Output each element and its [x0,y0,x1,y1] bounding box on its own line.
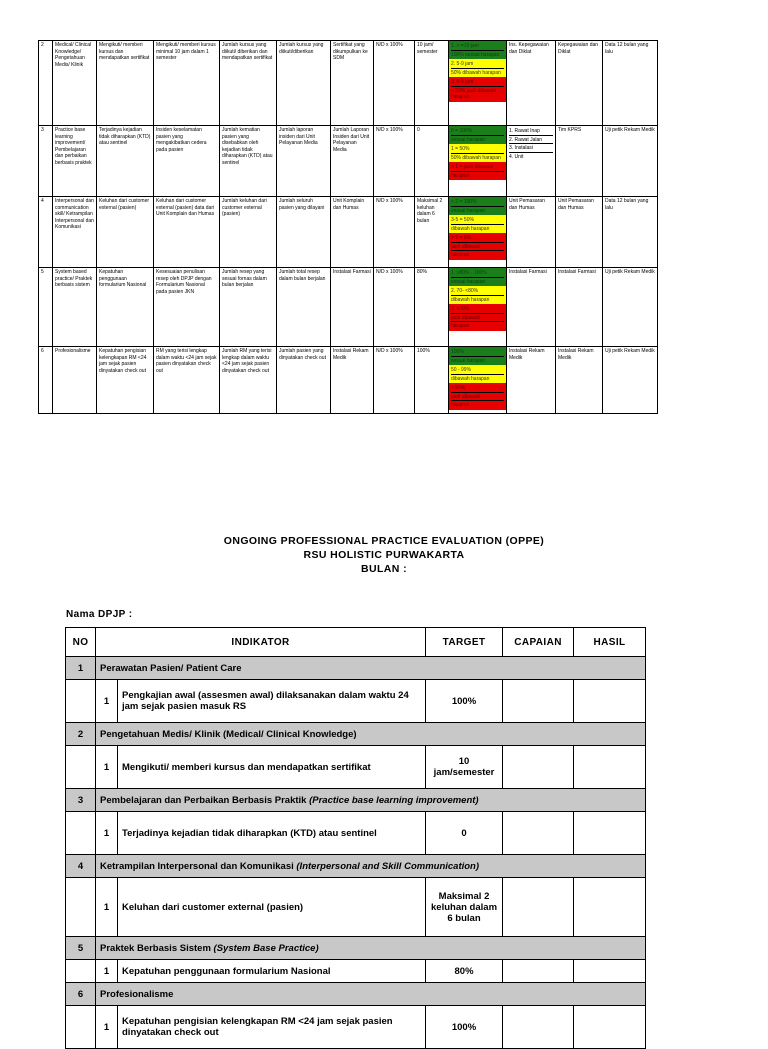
section-title [96,657,646,680]
indicator-blank [66,960,96,983]
detail-cell-pj: Tim KPRS [556,126,603,197]
detail-row [39,268,658,347]
indicator-target: 80% [426,960,503,983]
indicator-row [66,878,646,937]
detail-cell-target: 100% [415,347,449,414]
detail-cell-denominator: Jumlah pasien yang dinyatakan check out [277,347,331,414]
detail-cell-pj: Instalasi Farmasi [556,268,603,347]
level-green [449,41,506,59]
indicator-row [66,1006,646,1049]
section-row [66,657,646,680]
section-number: 1 [66,657,96,680]
header-target: TARGET [426,628,503,657]
indicator-capaian [503,1006,574,1049]
level-text: harapan [451,321,504,330]
detail-cell-numerator: Jumlah kursus yang diikuti/ diberikan dan mendapatkan sertifikat [220,41,277,126]
indicator-row [66,680,646,723]
indicator-target: 100% [426,680,503,723]
indicator-number: 1 [96,746,118,789]
section-row [66,855,646,878]
indicator-target: 100% [426,1006,503,1049]
indicator-number: 1 [96,812,118,855]
detail-cell-pj: Kepegawaian dan Diklat [556,41,603,126]
detail-cell-denominator: Jumlah kursus yang diikuti/diberikan [277,41,331,126]
detail-cell-no: 3 [39,126,53,197]
indicator-hasil [574,960,646,983]
unit-item: 1. Rawat Inap [509,128,540,134]
indicator-blank [66,680,96,723]
detail-cell-formula: N/D x 100% [374,41,415,126]
detail-cell-levels [449,41,507,126]
indicator-text: Kepatuhan pengisian kelengkapan RM <24 jam sejak pasien dinyatakan check out [118,1006,426,1049]
detail-cell-sumber: Instalasi Rekam Medik [331,347,374,414]
indicator-text: Mengikuti/ memberi kursus dan mendapatkan sertifikat [118,746,426,789]
level-text: 50 - 99% [451,367,472,373]
level-text: 2. 5-9 jam [451,61,474,67]
detail-cell-definisi: Keluhan dari customer external (pasien) [97,197,154,268]
indicator-blank [66,746,96,789]
level-yellow [449,286,506,304]
section-row [66,983,646,1006]
detail-row [39,197,658,268]
detail-cell-pj: Unit Pemasaran dan Humas [556,197,603,268]
level-text: 3. 0-5 jam [451,79,474,85]
detail-cell-target: Maksimal 2 keluhan dalam 6 bulan [415,197,449,268]
indicator-hasil [574,1006,646,1049]
level-text: 3-5 = 50% [451,217,474,223]
title-line-3: BULAN : [361,563,407,575]
level-text: < 50% [451,385,466,391]
detail-cell-target: 0 [415,126,449,197]
detail-cell-area: System based practice/ Praktek berbasis sistem [53,268,97,347]
level-text: > 5 = 0% [451,235,472,241]
section-title-text: Profesionalisme [100,988,174,1000]
section-title-english: (Interpersonal and Skill Communication) [296,860,480,872]
section-title-text: Pengetahuan Medis/ Klinik (Medical/ Clinical Knowledge) [100,728,357,740]
detail-cell-ket: Uji petik Rekam Medik [603,347,658,414]
indicator-capaian [503,878,574,937]
level-text: sesuai harapan [451,135,504,144]
detail-row [39,347,658,414]
section-title [96,937,646,960]
detail-cell-formula: N/D x 100% [374,268,415,347]
detail-cell-levels [449,347,507,414]
indicator-text: Keluhan dari customer external (pasien) [118,878,426,937]
level-text: 0 = 100% [451,128,473,134]
level-text: harapan [451,250,504,259]
indicator-row [66,746,646,789]
indicator-row [66,812,646,855]
header-hasil: HASIL [574,628,646,657]
indicator-number: 1 [96,1006,118,1049]
level-green [449,197,506,215]
level-text: 1 = 50% [451,146,470,152]
indicator-hasil [574,812,646,855]
detail-cell-formula: N/D x 100% [374,126,415,197]
detail-cell-denominator: Jumlah laporan insiden dari Unit Pelayanan Media [277,126,331,197]
detail-cell-definisi: Terjadinya kejadian tidak diharapkan (KTD) atau sentinel [97,126,154,197]
detail-cell-ket: Uji petik Rekam Medik [603,268,658,347]
detail-cell-indikator: Mengikuti/ memberi kursus minimal 10 jam dalam 1 semester [154,41,220,126]
detail-cell-denominator: Jumlah total resep dalam bulan berjalan [277,268,331,347]
detail-cell-indikator: Keluhan dari customer external (pasien) data dari Unit Komplain dan Humas [154,197,220,268]
detail-cell-unit: Instalasi Rekam Medik [507,347,556,414]
oppe-table [65,627,646,1049]
unit-item: 2. Rawat Jalan [509,135,553,144]
detail-cell-no: 2 [39,41,53,126]
level-text: 3. <70% [451,306,470,312]
detail-cell-formula: N/D x 100% [374,347,415,414]
level-yellow [449,144,506,162]
indicator-text: Terjadinya kejadian tidak diharapkan (KTD) atau sentinel [118,812,426,855]
indicator-target: 10 jam/semester [426,746,503,789]
indicator-number: 1 [96,960,118,983]
level-text: > 1 = jauh dibawah [451,164,494,170]
indicator-row [66,960,646,983]
level-red [449,77,506,102]
indicator-hasil [574,746,646,789]
detail-cell-ket: Data 12 bulan yang lalu [603,197,658,268]
title-line-2: RSU HOLISTIC PURWAKARTA [303,549,465,561]
level-text: dibawah harapan [451,374,504,383]
detail-cell-denominator: Jumlah seluruh pasien yang dilayani [277,197,331,268]
level-text: < 50% jauh dibawah harapan [451,86,504,101]
section-title [96,723,646,746]
detail-row [39,126,658,197]
unit-item: 3. Instalasi [509,143,553,152]
detail-cell-definisi: Mengikuti/ memberi kursus dan mendapatkan sertifikat [97,41,154,126]
section-title [96,789,646,812]
level-yellow [449,365,506,383]
header-indikator: INDIKATOR [96,628,426,657]
detail-cell-indikator: RM yang terisi lengkap dalam waktu <24 jam sejak pasien dinyatakan check out [154,347,220,414]
detail-cell-area: Practice base learning improvement/ Pembelajaran dan perbaikan berbasis praktek [53,126,97,197]
detail-cell-area: Interpersonal dan communication skill/ Ketrampilan Interpersonal dan Komunikasi [53,197,97,268]
level-text: 1. >80% - 100% [451,270,487,276]
detail-cell-area: Profesionalisme [53,347,97,414]
detail-cell-sumber: Instalasi Farmasi [331,268,374,347]
indicator-capaian [503,746,574,789]
detail-cell-numerator: Jumlah RM yang terisi lengkap dalam waktu <24 jam sejak pasien dinyatakan check out [220,347,277,414]
level-text: harapan [451,400,504,409]
level-yellow [449,59,506,77]
detail-cell-indikator: Kesesuaian penulisan resep oleh DPJP dengan Formularium Nasional pada pasien JKN [154,268,220,347]
detail-cell-unit: Unit Pemasaran dan Humas [507,197,556,268]
level-green [449,347,506,365]
dpjp-label: Nama DPJP : [66,609,133,620]
level-text: sesuai harapan [451,356,504,365]
section-title [96,855,646,878]
level-red [449,233,506,260]
section-title [96,983,646,1006]
detail-cell-sumber: Jumlah Laporan Insiden dari Unit Pelayanan Media [331,126,374,197]
level-red [449,304,506,331]
indicator-blank [66,878,96,937]
section-number: 3 [66,789,96,812]
indicator-capaian [503,960,574,983]
section-number: 6 [66,983,96,1006]
detail-cell-area: Medical/ Clinical Knowledge/ Pengetahuan Medis/ Klinik [53,41,97,126]
detail-cell-target: 80% [415,268,449,347]
section-row [66,937,646,960]
level-text: harapan [451,171,504,180]
level-text: jauh dibawah [451,313,504,322]
indicator-target: Maksimal 2 keluhan dalam 6 bulan [426,878,503,937]
section-row [66,789,646,812]
detail-cell-unit: Instalasi Farmasi [507,268,556,347]
level-green [449,126,506,144]
section-number: 4 [66,855,96,878]
indicator-blank [66,1006,96,1049]
level-text: 100% [451,349,464,355]
indicator-number: 1 [96,680,118,723]
detail-cell-unit: Ins. Kepegawaian dan Diklat [507,41,556,126]
section-row [66,723,646,746]
indicator-blank [66,812,96,855]
indicator-capaian [503,812,574,855]
detail-cell-levels [449,197,507,268]
section-number: 5 [66,937,96,960]
detail-cell-levels [449,126,507,197]
detail-cell-target: 10 jam/ semester [415,41,449,126]
level-green [449,268,506,286]
header-no: NO [66,628,96,657]
section-title-english: (System Base Practice) [213,942,319,954]
detail-cell-pj: Instalasi Rekam Medik [556,347,603,414]
section-title-english: (Practice base learning improvement) [309,794,479,806]
level-text: sesuai harapan [451,277,504,286]
detail-cell-no: 5 [39,268,53,347]
indicator-text: Pengkajian awal (assesmen awal) dilaksanakan dalam waktu 24 jam sejak pasien masuk RS [118,680,426,723]
detail-cell-sumber: Unit Komplain dan Humas [331,197,374,268]
section-title-text: Pembelajaran dan Perbaikan Berbasis Praktik [100,794,310,806]
detail-cell-unit [507,126,556,197]
level-text: dibawah harapan [451,295,504,304]
detail-cell-levels [449,268,507,347]
detail-cell-definisi: Kepatuhan pengisian kelengkapan RM <24 jam sejak pasien dinyatakan check out [97,347,154,414]
indicator-text: Kepatuhan penggunaan formularium Nasional [118,960,426,983]
title-line-1: ONGOING PROFESSIONAL PRACTICE EVALUATION (OPPE) [223,535,545,547]
detail-cell-formula: N/D x 100% [374,197,415,268]
level-text: jauh dibawah [451,242,504,251]
section-title-text: Ketrampilan Interpersonal dan Komunikasi [100,860,297,872]
detail-cell-ket: Data 12 bulan yang lalu [603,41,658,126]
section-title-text: Perawatan Pasien/ Patient Care [100,662,242,674]
level-text: 50% dibawah harapan [451,153,504,162]
detail-cell-numerator: Jumlah kematian pasien yang disebabkan oleh kejadian tidak diharapkan (KTD) atau sentinel [220,126,277,197]
indicator-hasil [574,680,646,723]
level-text: jauh dibawah [451,392,504,401]
document-title [0,534,768,576]
detail-cell-definisi: Kepatuhan penggunaan formularium Nasional [97,268,154,347]
level-text: < 2 = 100% [451,199,477,205]
indicator-number: 1 [96,878,118,937]
level-text: 1. > =10 jam [451,43,479,49]
level-red [449,162,506,180]
detail-cell-numerator: Jumlah resep yang sesuai fornas dalam bulan berjalan [220,268,277,347]
header-capaian: CAPAIAN [503,628,574,657]
level-yellow [449,215,506,233]
section-title-text: Praktek Berbasis Sistem [100,942,214,954]
indicator-target: 0 [426,812,503,855]
level-text: dibawah harapan [451,224,504,233]
detail-cell-numerator: Jumlah keluhan dari customer external (pasien) [220,197,277,268]
indicator-capaian [503,680,574,723]
detail-cell-sumber: Sertifikat yang dikumpulkan ke SDM [331,41,374,126]
oppe-header-row [66,628,646,657]
detail-cell-no: 6 [39,347,53,414]
indicator-detail-table [38,40,658,414]
section-number: 2 [66,723,96,746]
level-text: 100% sesuai harapan [451,50,504,59]
level-red [449,383,506,410]
detail-cell-indikator: Insiden keselamatan pasien yang mengakibatkan cedera pada pasien [154,126,220,197]
indicator-hasil [574,878,646,937]
level-text: 2. 70- <80% [451,288,479,294]
level-text: 50% dibawah harapan [451,68,504,77]
level-text: sesuai harapan [451,206,504,215]
detail-row [39,41,658,126]
unit-item: 4. Unit [509,152,553,161]
detail-cell-ket: Uji petik Rekam Medik [603,126,658,197]
detail-cell-no: 4 [39,197,53,268]
